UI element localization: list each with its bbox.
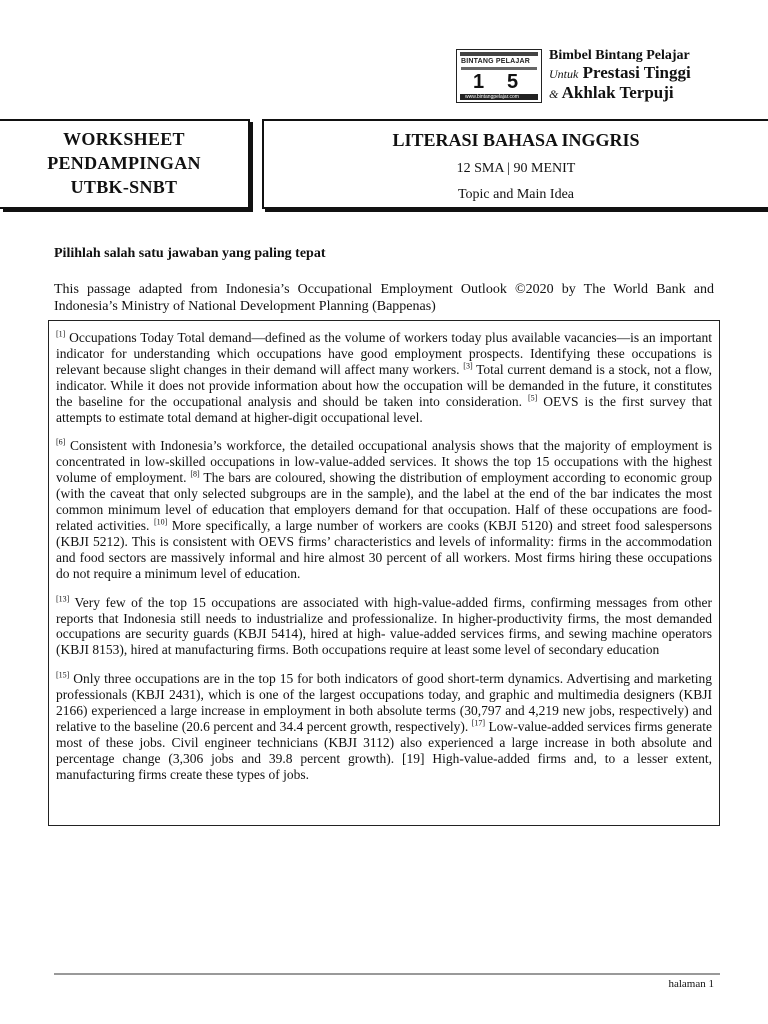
brand-line-2 bbox=[549, 64, 691, 83]
passage-paragraph bbox=[56, 671, 712, 782]
sentence-marker: [13] bbox=[56, 594, 70, 604]
page-number: halaman 1 bbox=[668, 978, 714, 990]
brand-logo bbox=[456, 49, 542, 103]
sentence-marker: [1] bbox=[56, 329, 66, 339]
subject-title: LITERASI BAHASA INGGRIS bbox=[392, 130, 640, 150]
sentence-text: Consistent with Indonesia’s workforce, the detailed occupational analysis shows that the majority of employment is concentrated in low-skilled occupations in low-value-added services. It shows the top 15 occupations with the highest volume of employment. bbox=[56, 438, 712, 486]
worksheet-title-line-1: WORKSHEET bbox=[63, 129, 185, 149]
logo-mid-band bbox=[461, 67, 537, 70]
worksheet-title-line-3: UTBK-SNBT bbox=[70, 177, 178, 197]
subject-box bbox=[262, 119, 768, 209]
passage-paragraph bbox=[56, 330, 712, 425]
passage-paragraph bbox=[56, 595, 712, 659]
logo-number-one: 1 bbox=[473, 71, 485, 93]
sentence-marker: [10] bbox=[153, 517, 168, 527]
sentence-marker: [8] bbox=[190, 469, 200, 479]
sentence-text: Total current demand is a stock, not a flow, indicator. While it does not provide information about how the occupation will be demanded in the future, it constitutes the baseline for the occupational analysis and should be taken into consideration. bbox=[56, 361, 713, 409]
brand-line-3 bbox=[549, 83, 691, 104]
brand-line-2-text: Prestasi Tinggi bbox=[582, 63, 691, 82]
worksheet-title-line-2: PENDAMPINGAN bbox=[47, 153, 201, 173]
brand-line-2-prefix: Untuk bbox=[549, 67, 579, 81]
logo-top-band bbox=[460, 52, 538, 56]
sentence-text: Very few of the top 15 occupations are associated with high-value-added firms, confirming messages from other reports that Indonesia still needs to industrialize and professionalize. In higher-productivity firms, the most demanded occupations are security guards (KBJI 5414), hired at high- value-added services firms, and sewing machine operators (KBJI 8153), hired at manufacturing firms. Both occupations require at least some level of secondary education bbox=[56, 594, 712, 658]
sentence-marker: [15] bbox=[56, 670, 70, 680]
logo-number-five: 5 bbox=[507, 71, 519, 93]
sentence-text: The bars are coloured, showing the distribution of employment according to economic group (with the caveat that only selected subgroups are in the sample), and the label at the end of the bar indicates the most common minimum level of education that employers demand for that occupation. Half of these occupations are food-related activities. bbox=[56, 470, 713, 533]
subject-topic: Topic and Main Idea bbox=[457, 187, 575, 202]
sentence-marker: [3] bbox=[463, 361, 473, 371]
sentence-text: More specifically, a large number of workers are cooks (KBJI 5120) and street food salespersons (KBJI 5212). This is consistent with OEVS firms’ characteristics and levels of informality: firms in the accommodation and food sectors are massively informal and hire almost 30 percent of all workers. Most firms hiring these occupations do not require a minimum level of education. bbox=[56, 517, 712, 581]
brand-line-3-text: Akhlak Terpuji bbox=[561, 83, 674, 102]
sentence-marker: [6] bbox=[56, 437, 66, 447]
instruction-text: Pilihlah salah satu jawaban yang paling tepat bbox=[54, 246, 326, 261]
logo-name: BINTANG PELAJAR bbox=[461, 58, 530, 65]
footer-divider bbox=[54, 973, 720, 975]
passage-source-note: This passage adapted from Indonesia’s Occupational Employment Outlook ©2020 by The World Bank and Indonesia’s Ministry of National Development Planning (Bappenas) bbox=[54, 282, 714, 314]
subject-grade-duration: 12 SMA | 90 MENIT bbox=[456, 161, 576, 176]
logo-url: www.bintangpelajar.com bbox=[465, 94, 519, 100]
brand-name: Bimbel Bintang Pelajar bbox=[549, 48, 690, 63]
sentence-text: OEVS is the first survey that attempts to estimate total demand at higher-digit occupational level. bbox=[56, 393, 713, 425]
sentence-text: Occupations Today Total demand—defined as the volume of workers today plus available vacancies—is an important indicator for understanding which occupations have good employment prospects. Identifying these occupations is relevant because slight changes in their demand will affect many workers. bbox=[56, 330, 712, 377]
brand-line-3-prefix: & bbox=[549, 87, 559, 101]
worksheet-title-box bbox=[0, 119, 250, 209]
reading-passage-box bbox=[48, 320, 720, 826]
brand-tagline bbox=[549, 48, 691, 104]
passage-paragraph bbox=[56, 438, 712, 581]
sentence-text: Low-value-added services firms generate most of these jobs. Civil engineer technicians (KBJI 3112) also experienced a large increase in both absolute and percentage change (3,306 jobs and 39.8 percent growth). [19] High-value-added firms and, to a lesser extent, manufacturing firms create these types of jobs. bbox=[56, 718, 712, 782]
sentence-marker: [17] bbox=[471, 718, 486, 728]
sentence-text: Only three occupations are in the top 15 for both indicators of good short-term dynamics. Advertising and marketing professionals (KBJI 2431), which is one of the largest occupations today, and graphic and multimedia designers (KBJI 2166) experienced a large increase in employment in both absolute terms (30,797 and 4,219 new jobs, respectively) and relative to the baseline (20.6 percent and 34.4 percent growth, respectively). bbox=[56, 671, 712, 734]
sentence-marker: [5] bbox=[527, 393, 538, 403]
